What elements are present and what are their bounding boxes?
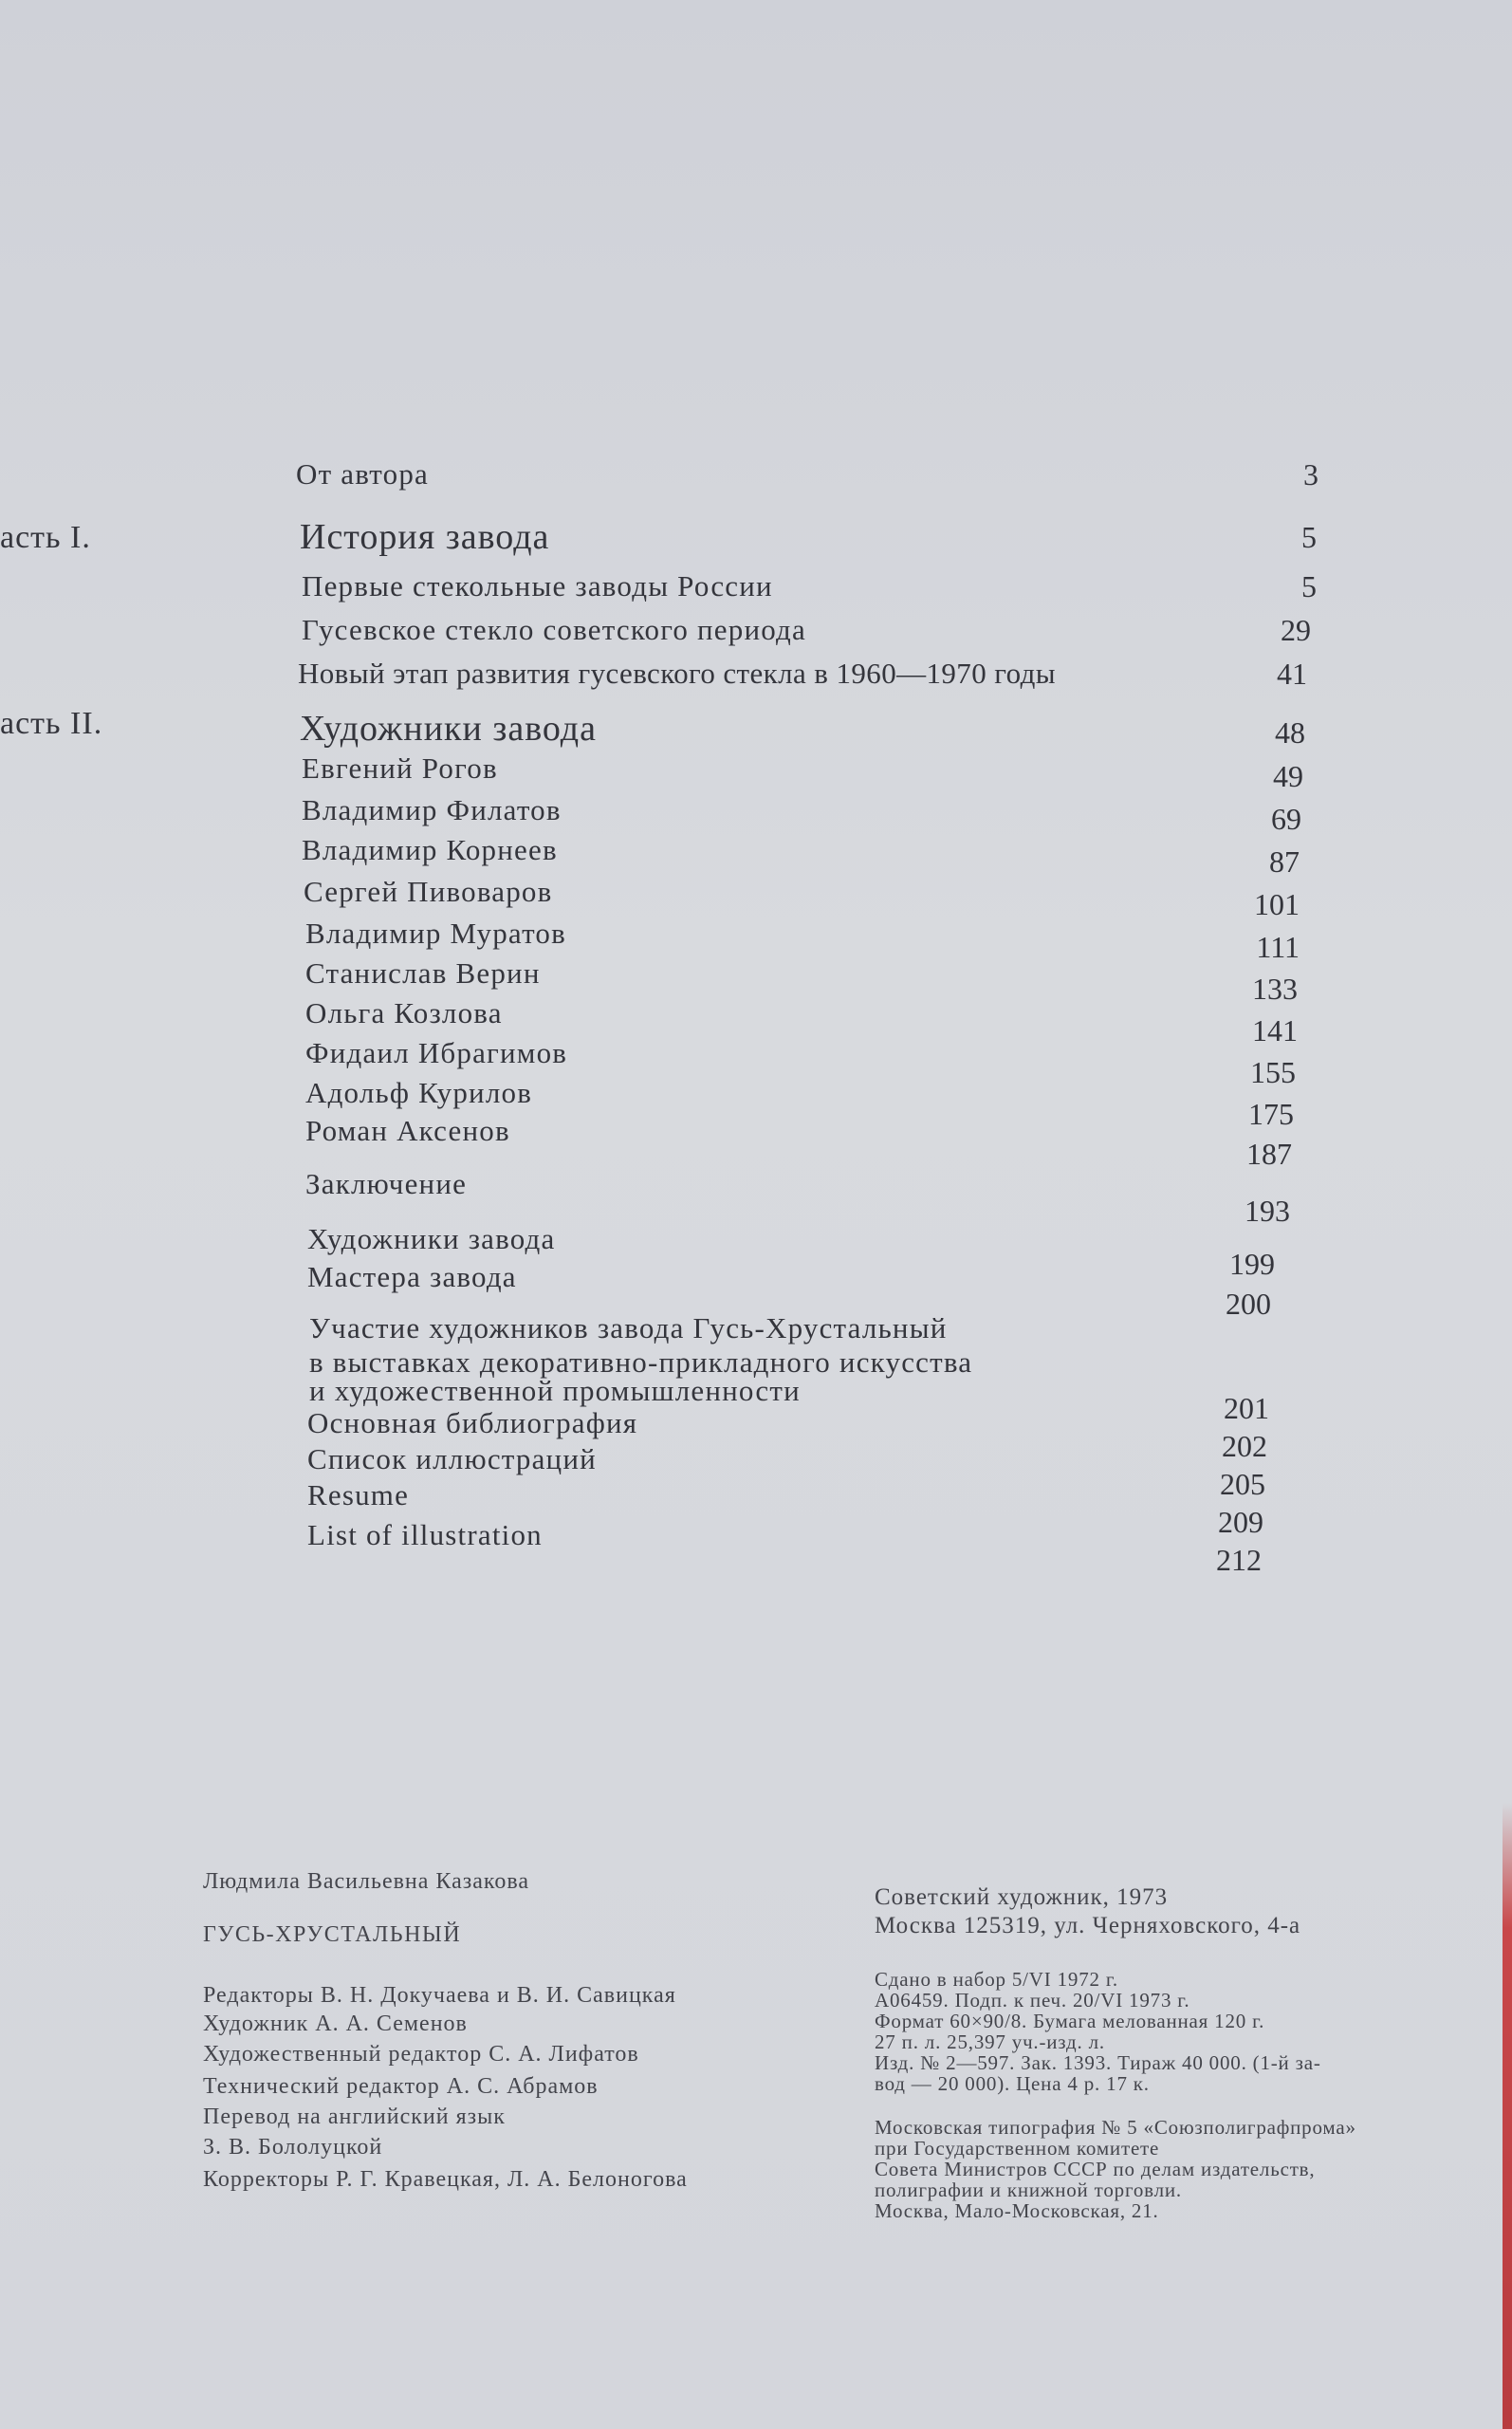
toc-entry-page: 141 bbox=[1252, 1013, 1298, 1048]
part1-page: 5 bbox=[1301, 520, 1317, 554]
toc-back-page: 209 bbox=[1218, 1505, 1263, 1539]
toc-back-page: 201 bbox=[1224, 1391, 1269, 1425]
toc-back-page: 200 bbox=[1226, 1287, 1271, 1321]
toc-entry-title: Владимир Корнеев bbox=[302, 833, 558, 866]
toc-entry-title: Новый этап развития гусевского стекла в 1960—1970 годы bbox=[298, 657, 1056, 690]
publisher-address: Москва 125319, ул. Черняховского, 4-а bbox=[875, 1913, 1301, 1938]
toc-entry-page: 111 bbox=[1256, 930, 1300, 964]
toc-back-title: Заключение bbox=[305, 1167, 468, 1200]
toc-entry-title: Роман Аксенов bbox=[305, 1114, 510, 1147]
credits-line: Перевод на английский язык bbox=[203, 2105, 506, 2129]
book-edge bbox=[1503, 1803, 1512, 2429]
toc-entry-title: Владимир Муратов bbox=[305, 917, 566, 950]
printer-line: при Государственном комитете bbox=[875, 2137, 1160, 2160]
credits-line: Корректоры Р. Г. Кравецкая, Л. А. Белоногова bbox=[203, 2167, 688, 2192]
toc-entry-title: Адольф Курилов bbox=[305, 1076, 533, 1109]
toc-back-page: 212 bbox=[1216, 1543, 1262, 1577]
printer-line: Москва, Мало-Московская, 21. bbox=[875, 2199, 1159, 2222]
part1-label: асть I. bbox=[0, 520, 91, 555]
toc-entry-title: Первые стекольные заводы России bbox=[302, 569, 773, 603]
part1-title: История завода bbox=[300, 517, 550, 557]
toc-entry-page: 5 bbox=[1301, 569, 1317, 603]
print-info-line: Формат 60×90/8. Бумага мелованная 120 г. bbox=[875, 2010, 1265, 2032]
credits-line: Технический редактор А. С. Абрамов bbox=[203, 2074, 599, 2099]
toc-back-title: Основная библиография bbox=[307, 1406, 638, 1439]
part2-label: асть II. bbox=[0, 706, 103, 741]
toc-entry-page: 29 bbox=[1281, 613, 1311, 647]
toc-back-title: Resume bbox=[307, 1478, 410, 1511]
toc-back-title: Участие художников завода Гусь-Хрустальный bbox=[309, 1311, 948, 1344]
part2-title: Художники завода bbox=[300, 709, 597, 749]
toc-entry-title: Сергей Пивоваров bbox=[304, 875, 553, 908]
print-info-line: Сдано в набор 5/VI 1972 г. bbox=[875, 1968, 1118, 1991]
toc-entry-title: Владимир Филатов bbox=[302, 793, 562, 826]
print-info-line: вод — 20 000). Цена 4 р. 17 к. bbox=[875, 2072, 1150, 2095]
book-title: ГУСЬ-ХРУСТАЛЬНЫЙ bbox=[203, 1922, 462, 1947]
toc-entry-title: Фидаил Ибрагимов bbox=[305, 1036, 568, 1069]
toc-back-title: в выставках декоративно-прикладного искусства bbox=[309, 1345, 973, 1379]
toc-entry-page: 175 bbox=[1248, 1097, 1294, 1131]
toc-entry-page: 155 bbox=[1250, 1055, 1296, 1089]
toc-entry-title: Евгений Рогов bbox=[302, 751, 498, 785]
toc-back-title: Список иллюстраций bbox=[307, 1442, 597, 1475]
credits-line: З. В. Бололуцкой bbox=[203, 2135, 383, 2160]
toc-back-title: и художественной промышленности bbox=[309, 1374, 801, 1407]
toc-entry-page: 187 bbox=[1246, 1137, 1292, 1171]
toc-entry-title: Гусевское стекло советского периода bbox=[302, 613, 806, 646]
toc-entry-page: 49 bbox=[1273, 759, 1303, 793]
publisher-name: Советский художник, 1973 bbox=[875, 1884, 1169, 1910]
toc-entry-page: 101 bbox=[1254, 887, 1300, 921]
credits-line: Редакторы В. Н. Докучаева и В. И. Савицкая bbox=[203, 1983, 676, 2008]
printer-line: Совета Министров СССР по делам издательств, bbox=[875, 2158, 1316, 2180]
toc-entry-title: Ольга Козлова bbox=[305, 996, 503, 1029]
toc-entry-page: 87 bbox=[1269, 844, 1300, 879]
toc-intro-page: 3 bbox=[1303, 457, 1318, 491]
toc-back-page: 202 bbox=[1222, 1429, 1267, 1463]
author-name: Людмила Васильевна Казакова bbox=[203, 1869, 530, 1894]
toc-back-page: 205 bbox=[1220, 1467, 1265, 1501]
toc-entry-title: Станислав Верин bbox=[305, 956, 541, 990]
toc-back-title: List of illustration bbox=[307, 1518, 543, 1551]
toc-back-page: 199 bbox=[1229, 1247, 1275, 1281]
print-info-line: 27 п. л. 25,397 уч.-изд. л. bbox=[875, 2030, 1105, 2053]
toc-entry-page: 41 bbox=[1277, 657, 1307, 691]
credits-line: Художественный редактор С. А. Лифатов bbox=[203, 2042, 639, 2067]
credits-line: Художник А. А. Семенов bbox=[203, 2012, 468, 2036]
print-info-line: Изд. № 2—597. Зак. 1393. Тираж 40 000. (1-й за- bbox=[875, 2051, 1321, 2074]
printer-line: полиграфии и книжной торговли. bbox=[875, 2179, 1182, 2201]
part2-page: 48 bbox=[1275, 715, 1305, 750]
toc-back-page: 193 bbox=[1245, 1194, 1290, 1228]
toc-back-title: Художники завода bbox=[307, 1222, 556, 1255]
print-info-line: А06459. Подп. к печ. 20/VI 1973 г. bbox=[875, 1989, 1190, 2012]
toc-entry-page: 133 bbox=[1252, 972, 1298, 1006]
printer-line: Московская типография № 5 «Союзполиграфпрома» bbox=[875, 2116, 1356, 2139]
toc-back-title: Мастера завода bbox=[307, 1260, 517, 1293]
toc-intro-title: От автора bbox=[296, 457, 430, 491]
toc-entry-page: 69 bbox=[1271, 802, 1301, 836]
